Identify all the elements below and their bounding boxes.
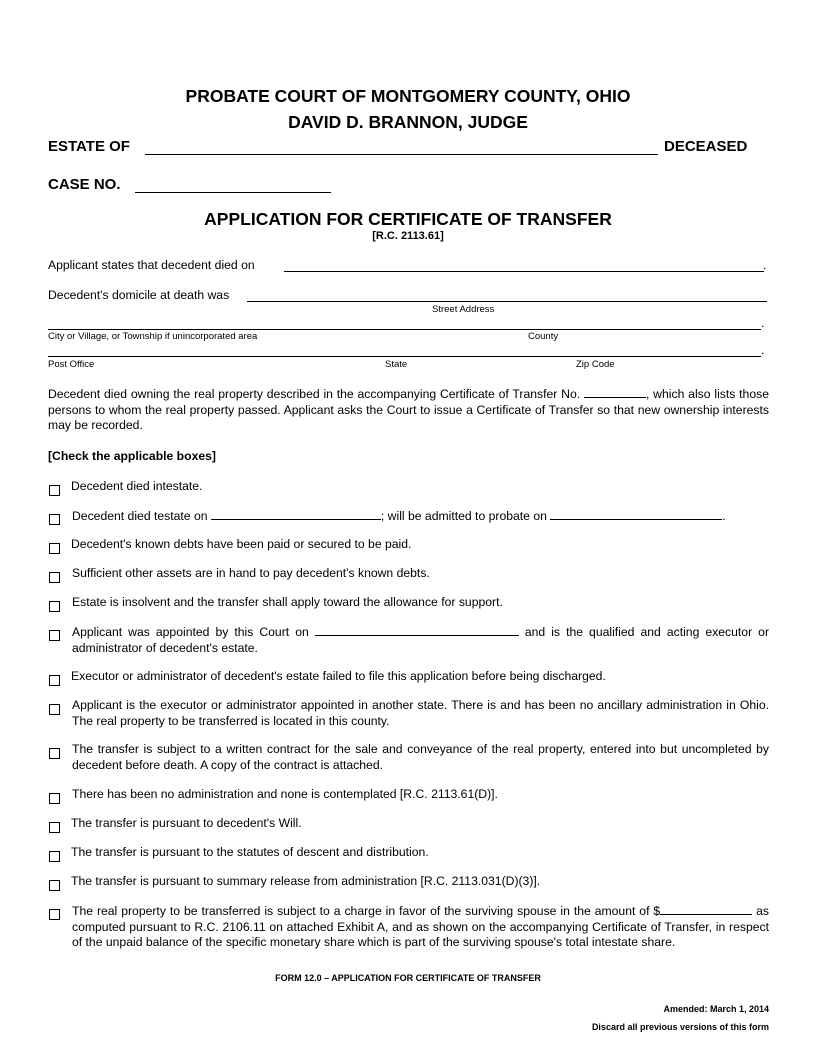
estate-name-line[interactable] — [145, 154, 658, 155]
intro-text-2: , which also lists those persons to whom the real property passed. Applicant asks the Court to issue a Certificate of Transfer so that new ownership interests may be recorded. — [48, 387, 769, 432]
checkbox-charge[interactable] — [49, 909, 60, 920]
checkbox-failed[interactable] — [49, 675, 60, 686]
died-on-label: Applicant states that decedent died on — [48, 258, 255, 272]
street-address-caption: Street Address — [432, 304, 495, 315]
item-insolvent: Estate is insolvent and the transfer shall apply toward the allowance for support. — [72, 595, 503, 609]
testate-date-line[interactable] — [211, 508, 381, 520]
estate-of-label: ESTATE OF — [48, 138, 130, 155]
item-testate: Decedent died testate on ; will be admitted to probate on . — [72, 509, 726, 523]
intro-paragraph — [48, 386, 769, 434]
checkbox-assets[interactable] — [49, 572, 60, 583]
period: . — [761, 316, 765, 330]
item-descent: The transfer is pursuant to the statutes of descent and distribution. — [71, 845, 429, 859]
form-footer: FORM 12.0 – APPLICATION FOR CERTIFICATE OF TRANSFER — [275, 973, 541, 983]
testate-text-b: ; will be admitted to probate on — [380, 509, 547, 523]
court-title: PROBATE COURT OF MONTGOMERY COUNTY, OHIO — [185, 86, 631, 106]
post-office-line[interactable] — [48, 356, 761, 357]
checkbox-descent[interactable] — [49, 851, 60, 862]
checkbox-insolvent[interactable] — [49, 601, 60, 612]
charge-text-a: The real property to be transferred is subject to a charge in favor of the surviving spouse in the amount of $ — [72, 904, 661, 918]
checkbox-summary[interactable] — [49, 880, 60, 891]
form-title: APPLICATION FOR CERTIFICATE OF TRANSFER — [204, 209, 612, 229]
city-caption: City or Village, or Township if unincorporated area — [48, 331, 258, 342]
checkbox-contract[interactable] — [49, 748, 60, 759]
discard-note: Discard all previous versions of this form — [591, 1022, 769, 1032]
case-no-line[interactable] — [135, 192, 331, 193]
item-no-admin: There has been no administration and none is contemplated [R.C. 2113.61(D)]. — [72, 787, 498, 801]
checkbox-other-state[interactable] — [49, 704, 60, 715]
testate-text-a: Decedent died testate on — [72, 509, 208, 523]
item-summary: The transfer is pursuant to summary release from administration [R.C. 2113.031(D)(3)]. — [71, 874, 541, 888]
zip-caption: Zip Code — [576, 359, 615, 370]
item-charge — [72, 903, 769, 951]
checkbox-intestate[interactable] — [49, 485, 60, 496]
case-no-label: CASE NO. — [48, 176, 121, 193]
deceased-label: DECEASED — [664, 138, 748, 155]
item-other-state: Applicant is the executor or administrator appointed in another state. There is and has been no ancillary administration in Ohio. The real property to be transferred is located in this county. — [72, 698, 769, 728]
item-intestate: Decedent died intestate. — [71, 479, 203, 493]
probate-date-line[interactable] — [550, 508, 722, 520]
certificate-number-line[interactable] — [584, 386, 646, 398]
statute-ref: [R.C. 2113.61] — [372, 230, 444, 242]
intro-text-1: Decedent died owning the real property described in the accompanying Certificate of Transfer No. — [48, 387, 581, 401]
item-debts-paid: Decedent's known debts have been paid or secured to be paid. — [71, 537, 412, 551]
checkbox-will[interactable] — [49, 822, 60, 833]
item-failed: Executor or administrator of decedent's estate failed to file this application before being discharged. — [71, 669, 606, 683]
amended-date: Amended: March 1, 2014 — [663, 1004, 769, 1014]
item-will: The transfer is pursuant to decedent's Will. — [71, 816, 302, 830]
period: . — [761, 343, 765, 357]
checkbox-debts-paid[interactable] — [49, 543, 60, 554]
appointed-text-b: and is the qualified and acting executor or administrator of decedent's estate. — [72, 625, 770, 655]
checkbox-no-admin[interactable] — [49, 793, 60, 804]
checkbox-appointed[interactable] — [49, 630, 60, 641]
check-heading: [Check the applicable boxes] — [48, 449, 216, 463]
post-office-caption: Post Office — [48, 359, 95, 370]
period: . — [763, 258, 767, 272]
judge-name: DAVID D. BRANNON, JUDGE — [288, 112, 528, 132]
appointed-text-a: Applicant was appointed by this Court on — [72, 625, 309, 639]
item-assets: Sufficient other assets are in hand to pay decedent's known debts. — [72, 566, 430, 580]
appointment-date-line[interactable] — [315, 624, 519, 636]
checkbox-testate[interactable] — [49, 514, 60, 525]
county-caption: County — [528, 331, 559, 342]
city-line[interactable] — [48, 329, 761, 330]
charge-amount-line[interactable] — [660, 903, 752, 915]
death-date-line[interactable] — [284, 271, 764, 272]
domicile-line[interactable] — [247, 301, 767, 302]
domicile-label: Decedent's domicile at death was — [48, 288, 230, 302]
charge-text-b: as computed pursuant to R.C. 2106.11 on attached Exhibit A, and as shown on the accompanying Certificate of Transfer, in respect of the unpaid balance of the specific monetary share which is part of the surviving spouse's total intestate share. — [72, 904, 770, 949]
state-caption: State — [385, 359, 408, 370]
item-appointed — [72, 624, 769, 656]
item-contract: The transfer is subject to a written contract for the sale and conveyance of the real property, entered into but uncompleted by decedent before death. A copy of the contract is attached. — [72, 742, 769, 772]
